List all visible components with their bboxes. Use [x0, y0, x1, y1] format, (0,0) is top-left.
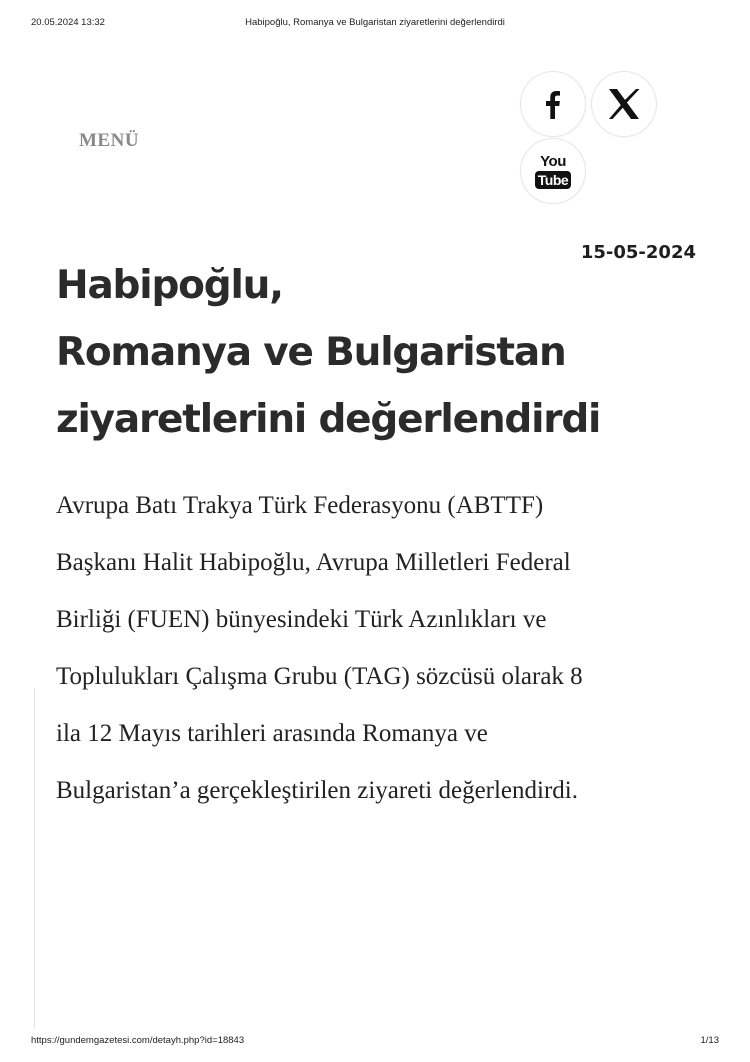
print-header [31, 17, 719, 31]
x-twitter-link[interactable] [592, 72, 656, 136]
article-title-line: Romanya ve Bulgaristan [56, 330, 566, 375]
youtube-icon [535, 154, 571, 189]
youtube-icon-you: You [540, 152, 566, 170]
print-datetime: 20.05.2024 13:32 [31, 17, 105, 28]
print-url: https://gundemgazetesi.com/detayh.php?id=18843 [31, 1035, 245, 1046]
menu-button[interactable]: MENÜ [79, 130, 140, 151]
article-body-line: Toplulukları Çalışma Grubu (TAG) sözcüsü olarak 8 [56, 663, 583, 690]
print-footer [31, 1035, 719, 1049]
print-page-title: Habipoğlu, Romanya ve Bulgaristan ziyaretlerini değerlendirdi [245, 17, 505, 28]
facebook-link[interactable] [521, 72, 585, 136]
article-body-line: Avrupa Batı Trakya Türk Federasyonu (ABTTF) [56, 492, 544, 519]
article-title [56, 252, 696, 453]
article-body-line: Başkanı Halit Habipoğlu, Avrupa Milletleri Federal [56, 549, 571, 576]
youtube-link[interactable] [521, 139, 585, 203]
article-body [56, 477, 716, 819]
facebook-icon [542, 89, 564, 119]
print-page-number: 1/13 [700, 1035, 719, 1046]
x-icon [606, 86, 642, 122]
article-body-line: ila 12 Mayıs tarihleri arasında Romanya ve [56, 720, 488, 747]
article-body-line: Birliği (FUEN) bünyesindeki Türk Azınlıkları ve [56, 606, 547, 633]
divider [34, 688, 35, 1028]
youtube-icon-tube: Tube [535, 171, 571, 189]
article-body-line: Bulgaristan’a gerçekleştirilen ziyareti değerlendirdi. [56, 777, 578, 804]
article-title-line: Habipoğlu, [56, 263, 283, 308]
article-date: 15-05-2024 [580, 242, 696, 263]
article-title-line: ziyaretlerini değerlendirdi [56, 397, 601, 442]
